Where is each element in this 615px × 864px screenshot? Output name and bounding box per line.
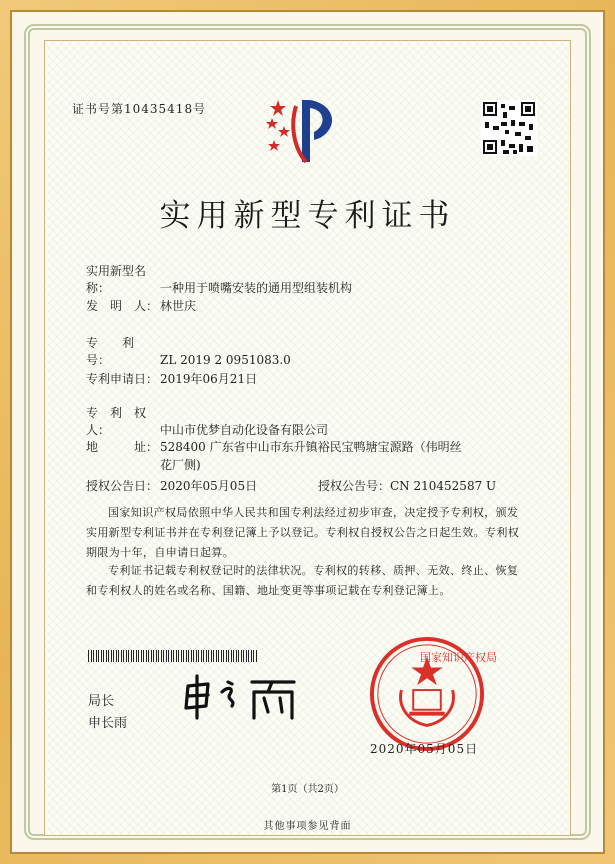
- field-label: 授权公告日：: [86, 479, 159, 493]
- field-row: [86, 477, 257, 494]
- certificate-title: 实用新型专利证书: [159, 198, 456, 234]
- announcement-number: 授权公告号：CN 210452587 U: [318, 479, 497, 493]
- certificate-number: 证书号第10435418号: [72, 102, 207, 116]
- legal-status-paragraph: 专利证书记载专利权登记时的法律状况。专利权的转移、质押、无效、终止、恢复和专利权人的姓名或名称、国籍、地址变更等事项记载在专利登记簿上。: [86, 564, 519, 597]
- field-label: 专利申请日：: [86, 372, 159, 386]
- signatory-name: 申长雨: [88, 716, 128, 731]
- field-value: 2019年06月21日: [160, 372, 258, 386]
- signatory-title: 局长: [88, 694, 115, 709]
- qr-code-icon: [481, 100, 537, 156]
- grant-paragraph: 国家知识产权局依照中华人民共和国专利法经过初步审查，决定授予专利权，颁发实用新型专利证书并在专利登记簿上予以登记。专利权自授权公告之日起生效。专利权期限为十年，自申请日起算。: [86, 506, 520, 559]
- field-row: [86, 456, 201, 473]
- seal-text: 国家知识产权局: [420, 651, 497, 664]
- field-label: 发 明 人：: [86, 299, 159, 313]
- seal-date: 2020年05月05日: [370, 742, 479, 756]
- page-number: 第1页（共2页）: [271, 784, 344, 795]
- field-value: 一种用于喷嘴安装的通用型组装机构: [160, 281, 353, 295]
- barcode-strip: [88, 650, 258, 662]
- field-row: [86, 438, 462, 455]
- field-value: 花厂侧): [160, 458, 201, 472]
- patent-office-logo-icon: [262, 96, 352, 166]
- field-value: 林世庆: [160, 299, 197, 313]
- field-row: [86, 262, 352, 296]
- field-label: 地 址：: [86, 440, 159, 454]
- field-value: 528400 广东省中山市东升镇裕民宝鸭塘宝源路（伟明丝: [160, 440, 462, 454]
- field-row: [86, 370, 257, 387]
- field-label: 专 利 号：: [86, 336, 147, 367]
- field-row: [86, 334, 291, 368]
- field-label: 专 利 权 人：: [86, 406, 159, 437]
- field-row: [86, 297, 196, 314]
- field-row: [86, 404, 328, 438]
- field-label: 实用新型名称：: [86, 264, 147, 295]
- field-value: 2020年05月05日: [160, 479, 258, 493]
- field-value: 中山市优梦自动化设备有限公司: [160, 423, 329, 437]
- footer-note: 其他事项参见背面: [263, 821, 352, 832]
- handwritten-signature: [182, 672, 302, 722]
- field-value: ZL 2019 2 0951083.0: [160, 353, 291, 367]
